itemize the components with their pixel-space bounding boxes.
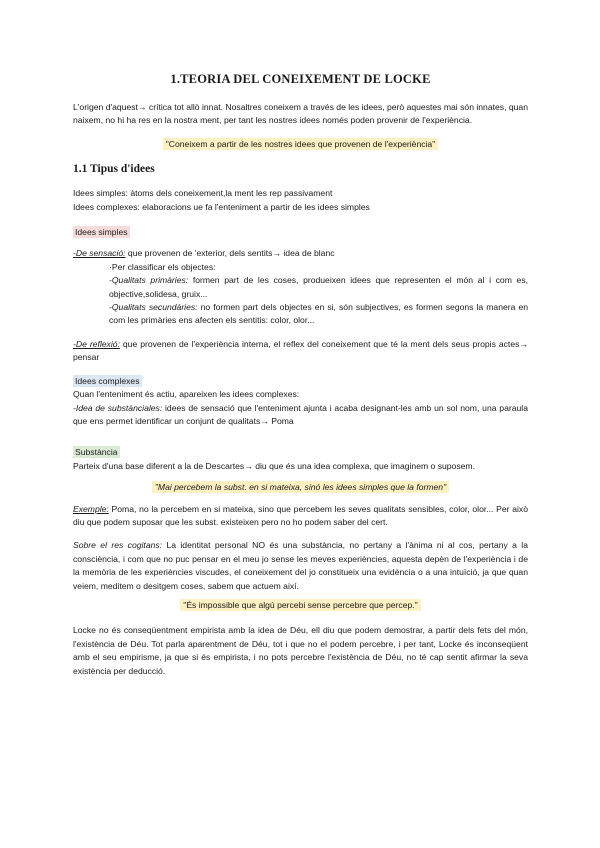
substancia-heading-text: Substància (75, 447, 118, 458)
secundaries-label: -Qualitats secundàries: (109, 302, 198, 313)
quote-substancia-text: "Mai percebem la subst. en si mateixa, sinó les idees simples que la formen" (152, 481, 449, 493)
substancials-paragraph (73, 402, 528, 429)
sensacio-text: que provenen de 'exterior, dels sentits→ idea de blanc (125, 248, 335, 259)
classify-line: ·Per classificar els objectes: (109, 261, 216, 272)
complexes-heading-text: Idees complexes (75, 375, 140, 386)
primaries-text: formen part de les coses, produeixen idees que representen el món al i com es, objective,solidesa, gruix... (109, 275, 528, 299)
substancials-label: -Idea de substànciales: (73, 402, 163, 413)
complexes-intro: Quan l'enteniment és actiu, apareixen les idees complexes: (73, 389, 300, 400)
reflexio-label: -De reflexió: (73, 338, 120, 349)
primaries-paragraph (109, 274, 528, 301)
closing-paragraph: Locke no és conseqüentment empirista amb la idea de Déu, ell diu que podem demostrar, a partir dels fets del món, l'existència de Déu. Tot parla aparentment de Déu, tot i que no el podem percebre, i per tant, Locke és inconseqüent amb el seu empirisme, ja que si és empirista, i no pots percebre l'existència de Déu, no té cap sentit afirmar la seva existència per deducció. (73, 625, 528, 676)
secundaries-paragraph (109, 301, 528, 328)
reflexio-paragraph (73, 338, 528, 365)
quote-experience (73, 138, 528, 151)
exemple-paragraph (73, 503, 528, 530)
exemple-label: Exemple: (73, 503, 109, 514)
quote-percebre-text: "És impossible que algú percebi sense percebre que percep." (180, 599, 420, 611)
exemple-text: Poma, no la percebem en si mateixa, sino que percebem les seves qualitats sensibles, color, olor... Per això diu que podem suposar que les subst. existeixen pero no ho podem saber del cert. (73, 503, 528, 527)
secundaries-text: no formen part dels objectes en si, són subjectives, es formen segons la manera en com les primàries ens afecten els sentitis: color, olor... (109, 302, 529, 326)
quote-substancia (73, 481, 528, 494)
section-heading-tipus: 1.1 Tipus d'idees (73, 163, 155, 176)
substancia-heading (73, 446, 528, 459)
quote-experience-text: "Coneixem a partir de les nostres idees que provenen de l'experiència" (163, 138, 439, 150)
reflexio-text: que provenen de l'experiència interna, el reflex del coneixement que té la ment dels seus propis actes→ pensar (73, 338, 528, 363)
intro-paragraph: L'origen d'aquest→ crítica tot allò innat. Nosaltres coneixem a través de les idees, però aquestes mai són innates, quan naixem, no hi ha res en la nostra ment, per tant les nostres idees només poden provenir de l'experiència. (73, 102, 528, 126)
cogitans-paragraph (73, 539, 528, 593)
complexes-definition: Idees complexes: elaboracions ue fa l'enteniment a partir de les idees simples (73, 201, 370, 212)
primaries-label: -Qualitats primàries: (109, 275, 189, 286)
document-title: 1.TEORIA DEL CONEIXEMENT DE LOCKE (170, 72, 431, 86)
simples-definition: Idees simples: àtoms dels coneixement,la ment les rep passivament (73, 188, 333, 199)
sensacio-paragraph (73, 247, 528, 260)
cogitans-label: Sobre el res cogitans: (73, 540, 163, 551)
substancia-paragraph: Parteix d'una base diferent a la de Descartes→ diu que és una idea complexa, que imaginem o suposem. (73, 460, 475, 471)
simples-heading-text: Idees simples (75, 227, 128, 238)
substancials-text: idees de sensació que l'enteniment ajunta i acaba designant-les amb un sol nom, una paraula que ens permet identificar un conjunt de qualitats→ Poma (73, 402, 528, 426)
cogitans-text: La identitat personal NO és una substància, no pertany a l'ànima ni al cos, pertany a la consciència, i com que no puc pensar en el meu jo sense les meves experiències, aquesta depèn de l'experiència i de la memòria de les experiències viscudes, el coneixement del jo constitueix una evidència o a una intuïció, ja que quan veiem, meditem o desitgem coses, sabem que actuem així. (73, 540, 528, 591)
complexes-heading (73, 375, 528, 388)
sensacio-label: -De sensació: (73, 248, 126, 259)
simples-heading (73, 226, 528, 239)
quote-percebre (73, 599, 528, 612)
qualitats-block (73, 261, 528, 328)
